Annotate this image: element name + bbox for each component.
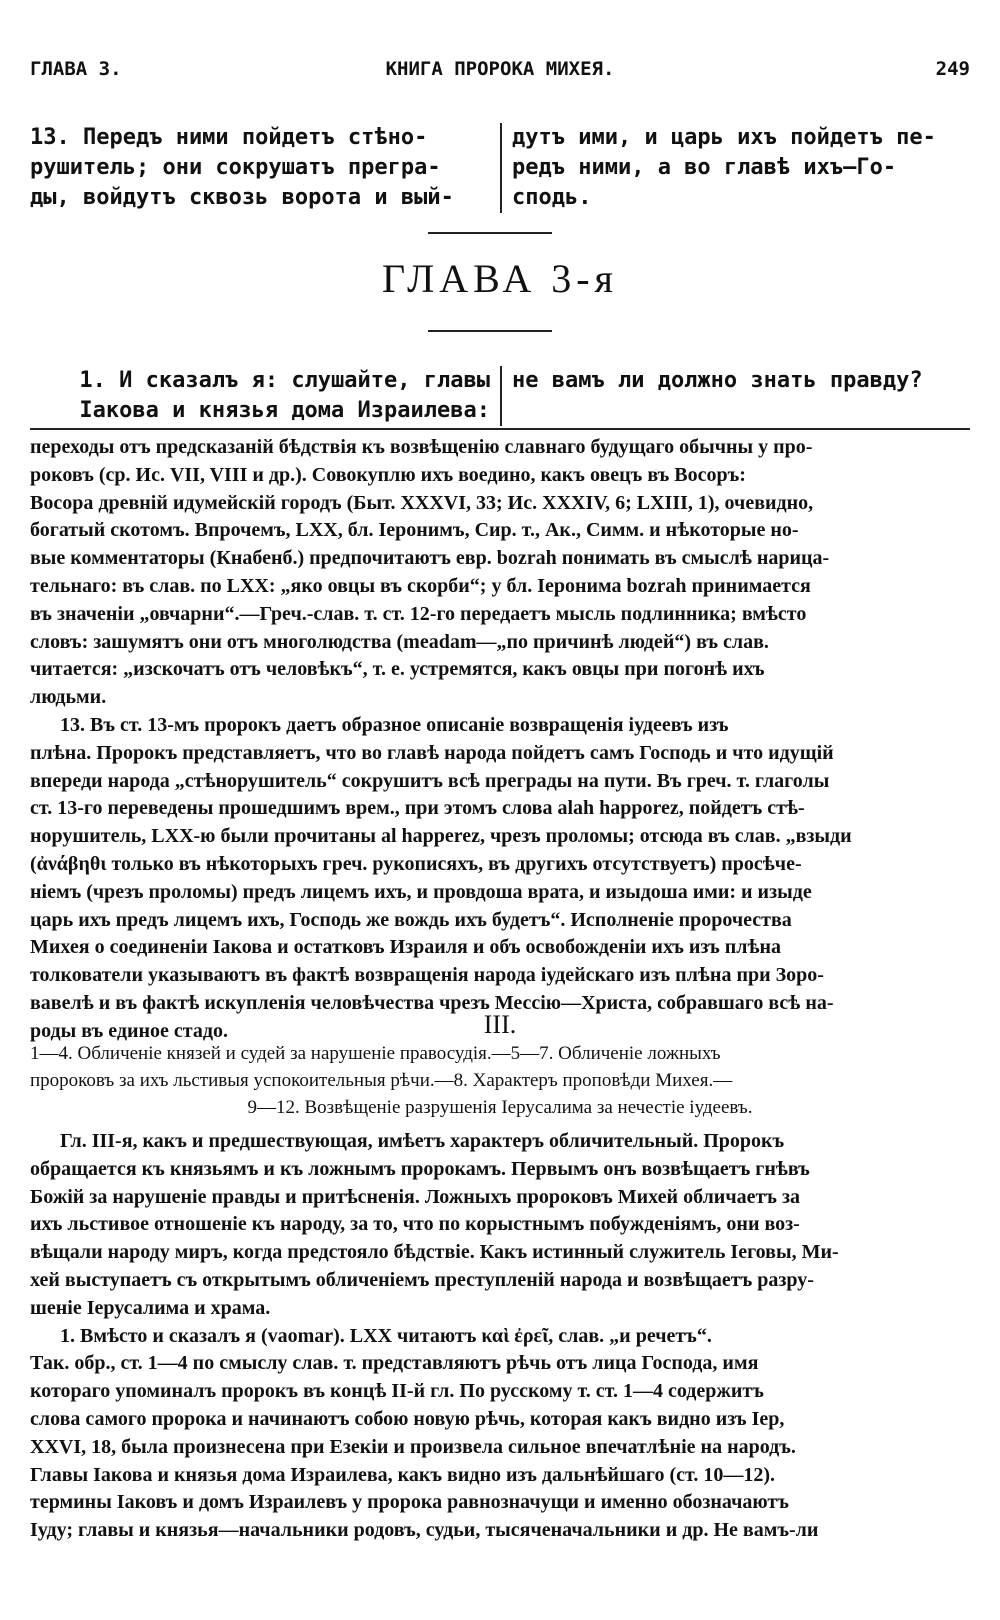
divider-rule (428, 232, 552, 234)
text-line: ст. 13-го переведены прошедшимъ врем., при этомъ слова alah happorez, пойдетъ стѣ- (30, 797, 805, 820)
verse-line: рушитель; они сокрушатъ прегра- (30, 155, 441, 180)
verse-line: 13. Передъ ними пойдетъ стѣно- (30, 125, 428, 150)
verse-line: дутъ ими, и царь ихъ пойдетъ пе- (512, 125, 936, 150)
text-line: термины Іаковъ и домъ Израилевъ у пророка равнозначущи и именно обозначаютъ (30, 1491, 789, 1514)
text-line: тельнаго: въ слав. по LXX: „яко овцы въ скорби“; у бл. Іеронима bozrah принимается (30, 574, 811, 597)
text-line: обращается къ князьямъ и къ ложнымъ пророкамъ. Первымъ онъ возвѣщаетъ гнѣвъ (30, 1157, 810, 1180)
text-line: въ значеніи „овчарни“.—Греч.-слав. т. ст. 12-го передаетъ мысль подлинника; вмѣсто (30, 602, 807, 625)
text-line: роды въ единое стадо. (30, 1019, 228, 1042)
commentary-text (30, 434, 970, 1046)
verse-column-left (30, 123, 502, 213)
verse-column-left (30, 366, 502, 426)
chapter-intro-text (30, 1128, 970, 1545)
text-line: Восора древній идумейскій городъ (Быт. XXXVI, 33; Ис. XXXIV, 6; LXIII, 1), очевидно, (30, 491, 814, 514)
divider-rule (30, 428, 970, 430)
text-line: словъ: зашумятъ они отъ многолюдства (meadam—„по причинѣ людей“) въ слав. (30, 630, 769, 653)
text-line: ніемъ (чрезъ проломы) предъ лицемъ ихъ, и провдоша врата, и изыдоша ими: и изыде (30, 880, 812, 903)
section-number: III. (483, 1010, 517, 1039)
section-summary (30, 1040, 970, 1121)
page-number: 249 (935, 58, 970, 80)
running-header (30, 58, 970, 88)
header-chapter: ГЛАВА 3. (30, 58, 122, 80)
verse-block-1 (30, 366, 970, 426)
text-line: людьми. (30, 686, 107, 709)
text-line: вавелѣ и въ фактѣ искупленія человѣчества чрезъ Мессію—Христа, собравшаго всѣ на- (30, 991, 834, 1014)
text-line: читается: „изскочатъ отъ человѣкъ“, т. е. устремятся, какъ овцы при погонѣ ихъ (30, 658, 765, 681)
text-line: шеніе Іерусалима и храма. (30, 1296, 271, 1319)
verse-line: ды, войдутъ сквозь ворота и вый- (30, 185, 454, 210)
text-line: 1. Вмѣсто и сказалъ я (vaomar). LXX читаютъ καὶ ἐρεῖ, слав. „и речетъ“. (60, 1324, 712, 1347)
chapter-title: ГЛАВА 3-я (382, 256, 618, 301)
text-line: вые комментаторы (Кнабенб.) предпочитаютъ евр. bozrah понимать въ смыслѣ нарица- (30, 547, 830, 570)
text-line: вѣщали народу миръ, когда предстояло бѣдствіе. Какъ истинный служитель Іеговы, Ми- (30, 1241, 839, 1264)
text-line: (ἀνάβηθι только въ нѣкоторыхъ греч. рукописяхъ, въ другихъ отсутствуетъ) просѣче- (30, 852, 802, 875)
text-line: XXVI, 18, была произнесена при Езекіи и произвела сильное впечатлѣніе на народъ. (30, 1435, 796, 1458)
text-line: Главы Іакова и князья дома Израилева, какъ видно изъ дальнѣйшаго (ст. 10—12). (30, 1463, 776, 1486)
text-line: Гл. III-я, какъ и предшествующая, имѣетъ характеръ обличительный. Пророкъ (60, 1130, 785, 1152)
text-line: 9—12. Возвѣщеніе разрушенія Іерусалима за нечестіе іудеевъ. (247, 1097, 753, 1118)
verse-block-13 (30, 123, 970, 213)
text-line: Божій за нарушеніе правды и притѣсненія. Ложныхъ пророковъ Михей обличаетъ за (30, 1185, 800, 1208)
verse-column-right (502, 123, 970, 213)
text-line: Так. обр., ст. 1—4 по смыслу слав. т. представляютъ рѣчь отъ лица Господа, имя (30, 1352, 759, 1375)
verse-column-right (502, 366, 970, 426)
text-line: норушитель, LXX-ю были прочитаны al happerez, чрезъ проломы; отсюда въ слав. „взыди (30, 825, 852, 848)
text-line: плѣна. Пророкъ представляетъ, что во главѣ народа пойдетъ самъ Господь и что идущій (30, 741, 834, 764)
text-line: царь ихъ предъ лицемъ ихъ, Господь же вождь ихъ будетъ“. Исполненіе пророчества (30, 908, 792, 931)
text-line: роковъ (ср. Ис. VII, VIII и др.). Совокуплю ихъ воедино, какъ овецъ въ Восоръ: (30, 463, 746, 486)
text-line: переходы отъ предсказаній бѣдствія къ возвѣщенію славнаго будущаго обычны у про- (30, 436, 813, 458)
verse-line: редъ ними, а во главѣ ихъ—Го- (512, 155, 897, 180)
text-line: пророковъ за ихъ льстивыя успокоительныя рѣчи.—8. Характеръ проповѣди Михея.— (30, 1070, 733, 1091)
text-line: 1—4. Обличеніе князей и судей за нарушеніе правосудія.—5—7. Обличеніе ложныхъ (30, 1043, 721, 1064)
text-line: ихъ льстивое отношеніе къ народу, за то, что по корыстнымъ побужденіямъ, они воз- (30, 1213, 800, 1236)
divider-rule (428, 330, 552, 332)
header-book-title: КНИГА ПРОРОКА МИХЕЯ. (385, 58, 615, 80)
text-line: толкователи указываютъ въ фактѣ возвращенія народа іудейскаго изъ плѣна при Зоро- (30, 964, 824, 987)
verse-line: не вамъ ли должно знать правду? (512, 368, 923, 393)
text-line: 13. Въ ст. 13-мъ пророкъ даетъ образное описаніе возвращенія іудеевъ изъ (60, 713, 729, 736)
verse-line: 1. И сказалъ я: слушайте, главы (79, 368, 490, 393)
text-line: хей выступаетъ съ открытымъ обличеніемъ преступленій народа и возвѣщаетъ разру- (30, 1268, 814, 1291)
text-line: впереди народа „стѣнорушитель“ сокрушитъ всѣ преграды на пути. Въ греч. т. глаголы (30, 769, 830, 792)
text-line: Михея о соединеніи Іакова и остатковъ Израиля и объ освобожденіи ихъ изъ плѣна (30, 936, 781, 959)
verse-line: сподь. (512, 185, 592, 210)
text-line: котораго упоминалъ пророкъ въ концѣ II-й гл. По русскому т. ст. 1—4 содержитъ (30, 1380, 764, 1403)
text-line: богатый скотомъ. Впрочемъ, LXX, бл. Іеронимъ, Сир. т., Ак., Симм. и нѣкоторые но- (30, 519, 799, 542)
verse-line: Іакова и князья дома Израилева: (79, 398, 490, 423)
text-line: Іуду; главы и князья—начальники родовъ, судьи, тысяченачальники и др. Не вамъ-ли (30, 1519, 819, 1542)
text-line: слова самого пророка и начинаютъ собою новую рѣчь, которая какъ видно изъ Іер, (30, 1407, 785, 1430)
